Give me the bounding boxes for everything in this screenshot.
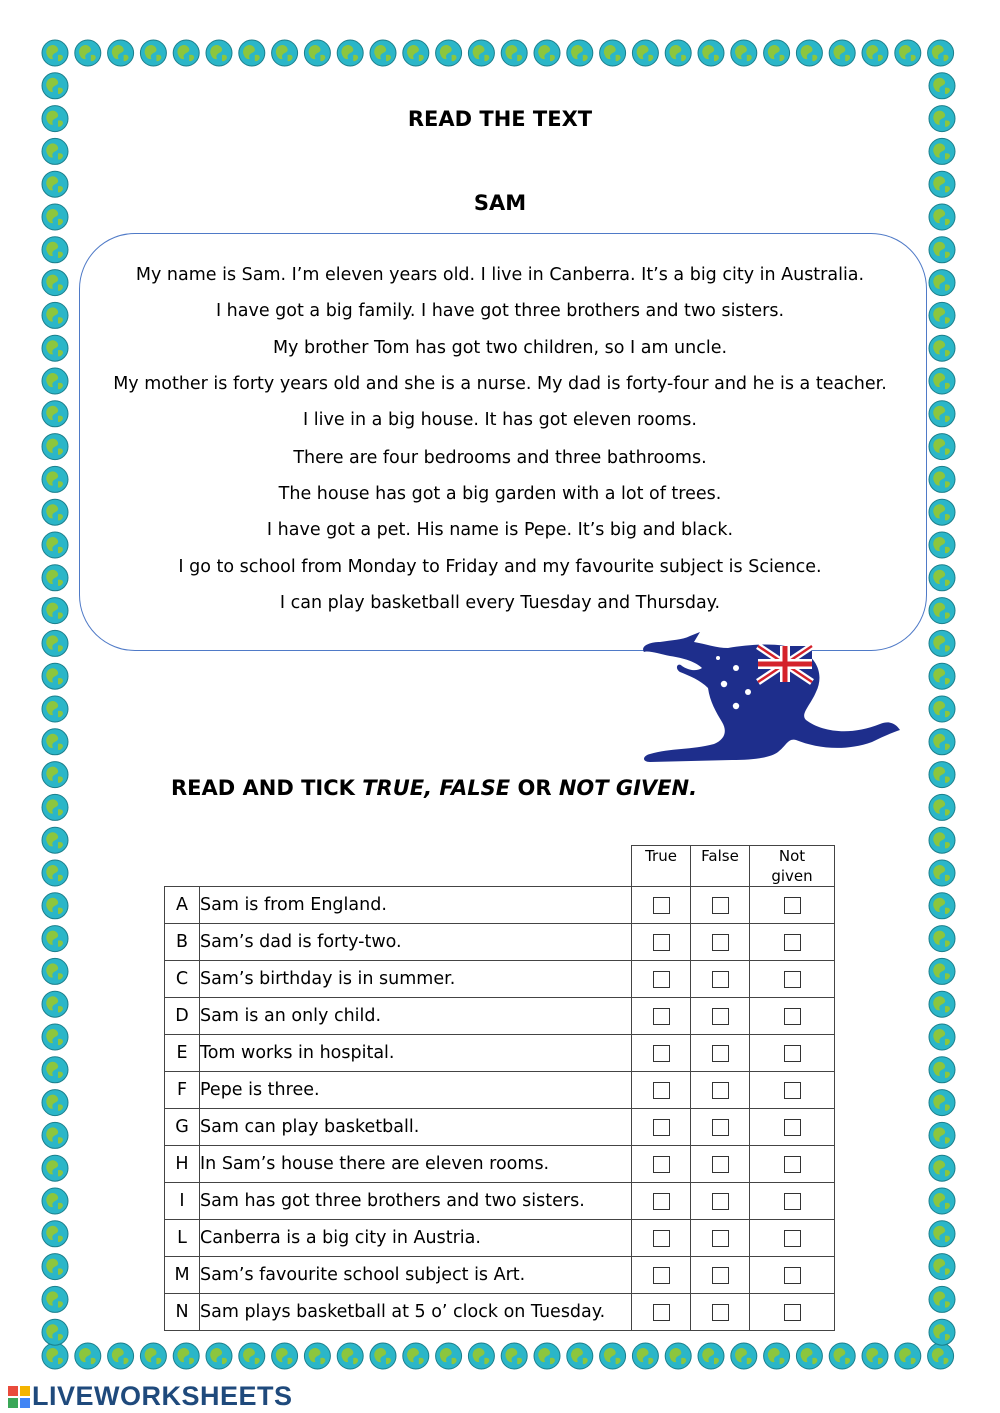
globe-icon [337, 1343, 363, 1369]
statement-row [165, 1072, 835, 1109]
cell-true [632, 1257, 691, 1294]
globe-icon [140, 1343, 166, 1369]
globe-icon [929, 630, 955, 656]
globe-icon [42, 237, 68, 263]
logo-text: LIVEWORKSHEETS [32, 1381, 293, 1411]
globe-icon [665, 1343, 691, 1369]
cell-true [632, 961, 691, 998]
checkbox-false[interactable] [712, 1193, 729, 1210]
statement-text: Canberra is a big city in Austria. [200, 1220, 632, 1257]
globe-icon [272, 40, 298, 66]
cell-not-given [750, 1257, 835, 1294]
header-blank [165, 846, 200, 887]
globe-icon [929, 926, 955, 952]
statement-letter: B [165, 924, 200, 961]
cell-true [632, 924, 691, 961]
checkbox-false[interactable] [712, 1082, 729, 1099]
story-line: I live in a big house. It has got eleven rooms. [303, 410, 697, 430]
globe-icon [632, 1343, 658, 1369]
instruction-options: TRUE, FALSE [362, 776, 511, 800]
cell-true [632, 887, 691, 924]
globe-icon [403, 40, 429, 66]
instruction [171, 776, 697, 800]
statement-text: Sam can play basketball. [200, 1109, 632, 1146]
globe-icon [42, 991, 68, 1017]
statement-text: Sam plays basketball at 5 o’ clock on Tuesday. [200, 1294, 632, 1331]
checkbox-not-given[interactable] [784, 897, 801, 914]
globe-icon [403, 1343, 429, 1369]
column-not-given-line1: Not [778, 847, 806, 865]
globe-icon [929, 1286, 955, 1312]
cell-false [691, 998, 750, 1035]
globe-icon [42, 1024, 68, 1050]
globe-icon [929, 138, 955, 164]
cell-false [691, 1257, 750, 1294]
checkbox-true[interactable] [653, 1230, 670, 1247]
cell-false [691, 924, 750, 961]
globe-icon [928, 40, 954, 66]
globe-icon [698, 1343, 724, 1369]
globe-icon [42, 1090, 68, 1116]
cell-false [691, 1294, 750, 1331]
instruction-last: NOT GIVEN. [558, 776, 698, 800]
story-line: My brother Tom has got two children, so I am uncle. [272, 338, 728, 358]
checkbox-false[interactable] [712, 1267, 729, 1284]
globe-icon [42, 860, 68, 886]
checkbox-true[interactable] [653, 1156, 670, 1173]
globe-icon [929, 1319, 955, 1345]
globe-icon [895, 40, 921, 66]
globe-icon [929, 1188, 955, 1214]
cell-true [632, 1146, 691, 1183]
statement-letter: M [165, 1257, 200, 1294]
statement-row [165, 961, 835, 998]
union-jack [758, 646, 812, 682]
globe-icon [42, 893, 68, 919]
globe-icon [42, 1319, 68, 1345]
globe-icon [929, 958, 955, 984]
globe-icon [239, 1343, 265, 1369]
globe-icon [304, 40, 330, 66]
statement-text: Sam’s favourite school subject is Art. [200, 1257, 632, 1294]
globe-icon [42, 696, 68, 722]
statement-text: Sam is an only child. [200, 998, 632, 1035]
statement-letter: D [165, 998, 200, 1035]
cell-not-given [750, 998, 835, 1035]
header-blank [200, 846, 632, 887]
column-false: False [691, 846, 750, 887]
globe-icon [370, 1343, 396, 1369]
checkbox-not-given[interactable] [784, 1045, 801, 1062]
statement-row [165, 1220, 835, 1257]
cell-not-given [750, 1220, 835, 1257]
checkbox-false[interactable] [712, 1008, 729, 1025]
checkbox-true[interactable] [653, 897, 670, 914]
globe-icon [173, 40, 199, 66]
cell-true [632, 998, 691, 1035]
globe-icon [698, 40, 724, 66]
globe-icon [42, 630, 68, 656]
globe-icon [42, 1155, 68, 1181]
globe-icon [75, 1343, 101, 1369]
globe-icon [929, 73, 955, 99]
globe-icon [929, 893, 955, 919]
statement-row [165, 1294, 835, 1331]
story-box [79, 233, 927, 651]
statement-row [165, 1257, 835, 1294]
globe-icon [108, 1343, 134, 1369]
checkbox-true[interactable] [653, 934, 670, 951]
globe-icon [501, 1343, 527, 1369]
page-heading: READ THE TEXT [407, 107, 593, 131]
globe-icon [206, 1343, 232, 1369]
globe-icon [370, 40, 396, 66]
story-line: My name is Sam. I’m eleven years old. I live in Canberra. It’s a big city in Australia. [135, 265, 865, 285]
statement-text: Sam has got three brothers and two sisters. [200, 1183, 632, 1220]
checkbox-true[interactable] [653, 1119, 670, 1136]
globe-icon [42, 73, 68, 99]
globe-icon [42, 827, 68, 853]
checkbox-true[interactable] [653, 1304, 670, 1321]
story-title: SAM [473, 191, 527, 215]
cell-false [691, 1183, 750, 1220]
globe-icon [436, 1343, 462, 1369]
statement-row [165, 998, 835, 1035]
cell-false [691, 1146, 750, 1183]
checkbox-not-given[interactable] [784, 971, 801, 988]
globe-icon [42, 40, 68, 66]
statement-letter: A [165, 887, 200, 924]
statement-letter: H [165, 1146, 200, 1183]
liveworksheets-logo [8, 1381, 293, 1412]
globe-icon [42, 1057, 68, 1083]
cell-true [632, 1294, 691, 1331]
globe-icon [42, 762, 68, 788]
globe-icon [42, 1188, 68, 1214]
statement-row [165, 1109, 835, 1146]
globe-icon [929, 1254, 955, 1280]
globe-icon [272, 1343, 298, 1369]
cell-false [691, 1220, 750, 1257]
statement-row [165, 887, 835, 924]
globe-icon [600, 1343, 626, 1369]
globe-icon [206, 40, 232, 66]
instruction-middle: OR [510, 776, 559, 800]
globe-icon [42, 1221, 68, 1247]
statement-text: Pepe is three. [200, 1072, 632, 1109]
globe-icon [534, 1343, 560, 1369]
globe-icon [567, 40, 593, 66]
checkbox-not-given[interactable] [784, 1193, 801, 1210]
story-line: I go to school from Monday to Friday and my favourite subject is Science. [178, 557, 822, 577]
cell-not-given [750, 1072, 835, 1109]
globe-icon [42, 729, 68, 755]
globe-icon [42, 1122, 68, 1148]
cell-false [691, 961, 750, 998]
kangaroo-flag-illustration [640, 628, 902, 768]
globe-icon [42, 794, 68, 820]
checkbox-not-given[interactable] [784, 1008, 801, 1025]
checkbox-true[interactable] [653, 1008, 670, 1025]
globe-icon [764, 40, 790, 66]
globe-icon [632, 40, 658, 66]
checkbox-false[interactable] [712, 1304, 729, 1321]
globe-icon [731, 1343, 757, 1369]
statement-text: Tom works in hospital. [200, 1035, 632, 1072]
globe-icon [501, 40, 527, 66]
globe-icon [42, 1286, 68, 1312]
globe-icon [929, 696, 955, 722]
story-line: I have got a big family. I have got three brothers and two sisters. [215, 301, 785, 321]
story-line: My mother is forty years old and she is a nurse. My dad is forty-four and he is a teacher. [113, 374, 887, 394]
globe-icon [929, 663, 955, 689]
globe-icon [436, 40, 462, 66]
checkbox-not-given[interactable] [784, 1304, 801, 1321]
checkbox-true[interactable] [653, 1082, 670, 1099]
statement-text: In Sam’s house there are eleven rooms. [200, 1146, 632, 1183]
cell-true [632, 1183, 691, 1220]
globe-icon [895, 1343, 921, 1369]
story-line: There are four bedrooms and three bathrooms. [293, 448, 707, 468]
column-not-given-line2: given [771, 867, 813, 885]
checkbox-false[interactable] [712, 1156, 729, 1173]
statement-text: Sam’s birthday is in summer. [200, 961, 632, 998]
table-header-row [165, 846, 835, 887]
cell-true [632, 1072, 691, 1109]
globe-icon [567, 1343, 593, 1369]
globe-icon [665, 40, 691, 66]
checkbox-false[interactable] [712, 1230, 729, 1247]
globe-icon [731, 40, 757, 66]
checkbox-false[interactable] [712, 971, 729, 988]
checkbox-false[interactable] [712, 1119, 729, 1136]
statement-letter: F [165, 1072, 200, 1109]
checkbox-true[interactable] [653, 1267, 670, 1284]
story-line: I can play basketball every Tuesday and Thursday. [279, 593, 721, 613]
checkbox-not-given[interactable] [784, 1267, 801, 1284]
globe-icon [829, 40, 855, 66]
cell-false [691, 1072, 750, 1109]
globe-icon [796, 1343, 822, 1369]
checkbox-false[interactable] [712, 1045, 729, 1062]
globe-icon [534, 40, 560, 66]
globe-icon [929, 1090, 955, 1116]
globe-icon [929, 1057, 955, 1083]
globe-icon [929, 1024, 955, 1050]
statement-letter: G [165, 1109, 200, 1146]
globe-icon [173, 1343, 199, 1369]
checkbox-true[interactable] [653, 971, 670, 988]
globe-icon [75, 40, 101, 66]
story-line: The house has got a big garden with a lot of trees. [278, 484, 722, 504]
checkbox-true[interactable] [653, 1045, 670, 1062]
globe-icon [600, 40, 626, 66]
globe-icon [929, 1221, 955, 1247]
statement-row [165, 924, 835, 961]
globe-icon [764, 1343, 790, 1369]
statement-letter: I [165, 1183, 200, 1220]
checkbox-not-given[interactable] [784, 1156, 801, 1173]
globe-icon [929, 860, 955, 886]
checkbox-false[interactable] [712, 897, 729, 914]
column-not-given [750, 846, 835, 887]
cell-not-given [750, 1294, 835, 1331]
globe-icon [468, 40, 494, 66]
cell-true [632, 1035, 691, 1072]
cell-false [691, 1035, 750, 1072]
statement-text: Sam is from England. [200, 887, 632, 924]
globe-icon [42, 1343, 68, 1369]
globe-icon [42, 1254, 68, 1280]
globe-icon [304, 1343, 330, 1369]
checkbox-not-given[interactable] [784, 1082, 801, 1099]
globe-icon [796, 40, 822, 66]
globe-icon [42, 663, 68, 689]
statement-row [165, 1035, 835, 1072]
checkbox-not-given[interactable] [784, 1230, 801, 1247]
globe-icon [239, 40, 265, 66]
cell-not-given [750, 1035, 835, 1072]
cell-not-given [750, 1146, 835, 1183]
statement-letter: E [165, 1035, 200, 1072]
globe-icon [929, 237, 955, 263]
globe-icon [42, 926, 68, 952]
cell-not-given [750, 924, 835, 961]
globe-icon [929, 1155, 955, 1181]
globe-icon [862, 40, 888, 66]
globe-icon [929, 991, 955, 1017]
cell-not-given [750, 1183, 835, 1220]
statement-letter: N [165, 1294, 200, 1331]
statement-letter: C [165, 961, 200, 998]
globe-icon [42, 958, 68, 984]
logo-mark-icon [8, 1386, 30, 1408]
globe-icon [42, 138, 68, 164]
globe-icon [108, 40, 134, 66]
globe-icon [140, 40, 166, 66]
instruction-prefix: READ AND TICK [171, 776, 363, 800]
cell-true [632, 1220, 691, 1257]
true-false-table [164, 845, 835, 1331]
globe-icon [929, 827, 955, 853]
statement-row [165, 1183, 835, 1220]
story-line: I have got a pet. His name is Pepe. It’s big and black. [266, 520, 734, 540]
checkbox-false[interactable] [712, 934, 729, 951]
globe-icon [928, 1343, 954, 1369]
column-true: True [632, 846, 691, 887]
cell-true [632, 1109, 691, 1146]
statement-letter: L [165, 1220, 200, 1257]
globe-icon [929, 1122, 955, 1148]
cell-false [691, 887, 750, 924]
statement-row [165, 1146, 835, 1183]
statement-text: Sam’s dad is forty-two. [200, 924, 632, 961]
cell-false [691, 1109, 750, 1146]
checkbox-true[interactable] [653, 1193, 670, 1210]
globe-icon [929, 762, 955, 788]
checkbox-not-given[interactable] [784, 934, 801, 951]
globe-icon [468, 1343, 494, 1369]
globe-icon [929, 729, 955, 755]
cell-not-given [750, 961, 835, 998]
globe-icon [862, 1343, 888, 1369]
cell-not-given [750, 887, 835, 924]
globe-icon [929, 794, 955, 820]
checkbox-not-given[interactable] [784, 1119, 801, 1136]
globe-icon [337, 40, 363, 66]
cell-not-given [750, 1109, 835, 1146]
globe-icon [829, 1343, 855, 1369]
